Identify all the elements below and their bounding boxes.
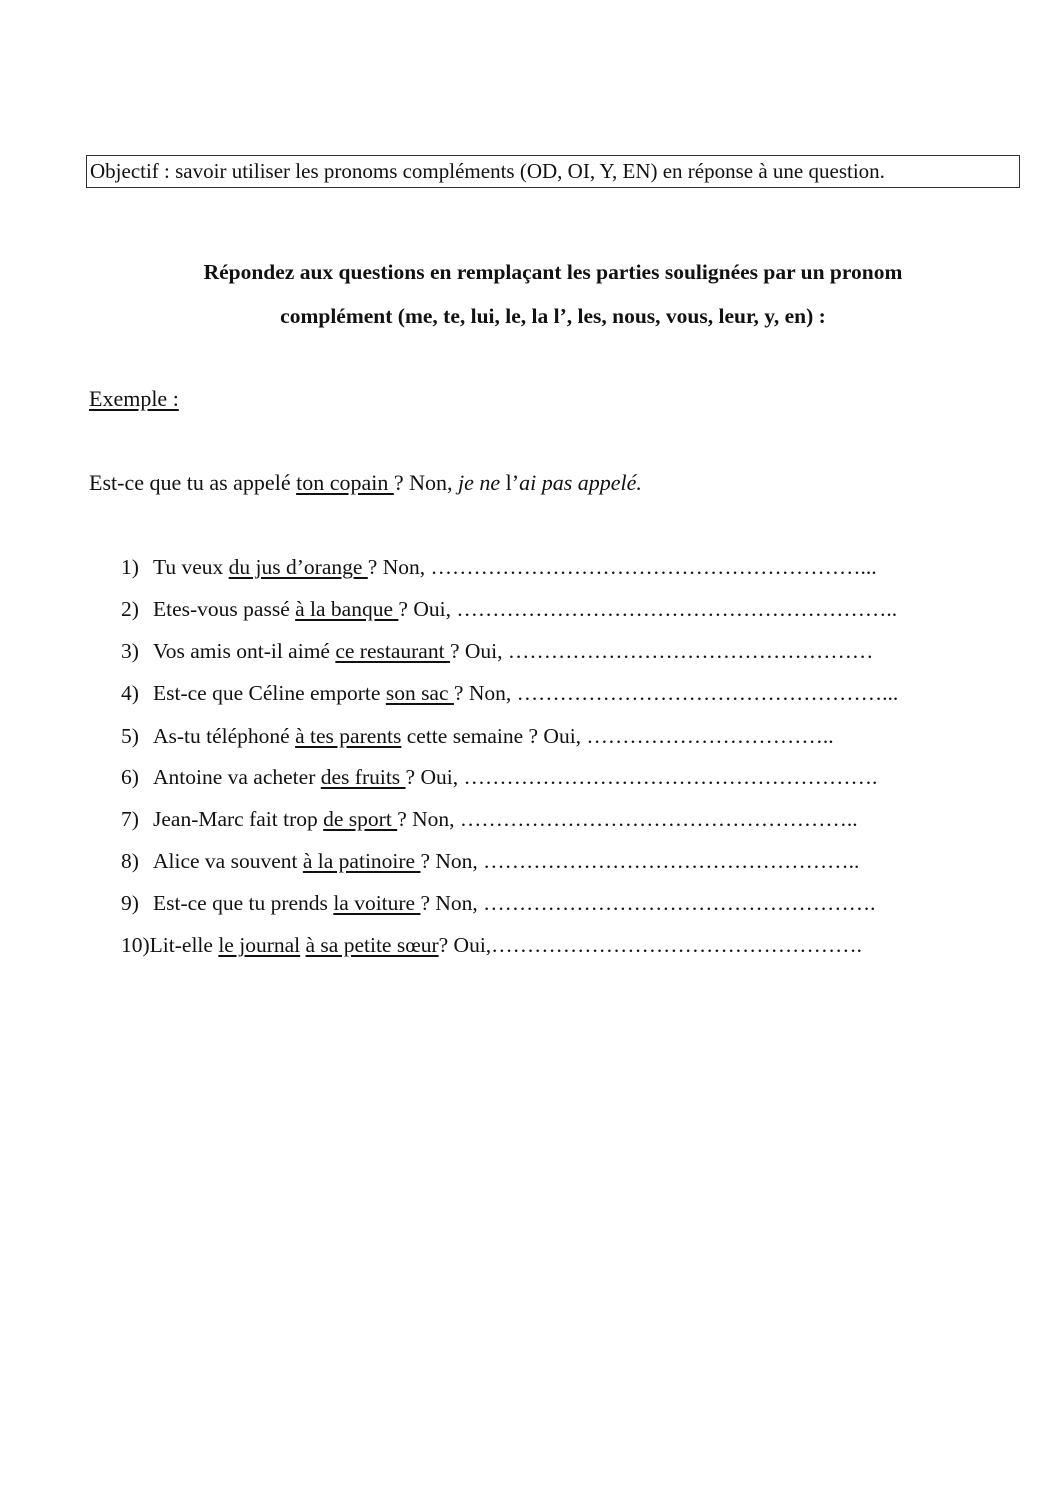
question-underlined: à tes parents — [295, 724, 402, 748]
question-underlined: son sac — [385, 681, 454, 705]
question-item — [121, 681, 898, 706]
question-answer-line: ? Oui, …………………………………………………. — [405, 765, 878, 789]
objective-text: Objectif : savoir utiliser les pronoms compléments (OD, OI, Y, EN) en réponse à une question. — [90, 159, 885, 183]
question-text: As-tu téléphoné — [153, 724, 296, 748]
question-item — [121, 891, 876, 916]
question-item — [121, 933, 862, 958]
question-item — [121, 807, 858, 832]
question-text: Est-ce que tu prends — [153, 891, 334, 915]
question-answer-line: ? Oui,……………………………………………. — [438, 933, 863, 957]
question-underlined: du jus d’orange — [228, 555, 368, 579]
question-underlined: le journal — [218, 933, 301, 957]
question-underlined: à la banque — [295, 597, 399, 621]
example-text: Est-ce que tu as appelé — [89, 470, 297, 495]
question-text: Vos amis ont-il aimé — [153, 639, 336, 663]
question-item — [121, 724, 834, 749]
question-number: 3) — [121, 639, 139, 663]
question-item — [121, 639, 873, 664]
example-italic-2: ai pas appelé. — [519, 470, 642, 495]
question-underlined: à la patinoire — [302, 849, 421, 873]
instruction-line-1: Répondez aux questions en remplaçant les parties soulignées par un pronom — [203, 260, 903, 284]
objective-box — [86, 155, 1020, 188]
question-answer-line: ? Non, ……………………………………………... — [453, 681, 899, 705]
question-number: 8) — [121, 849, 139, 873]
question-text: Tu veux — [153, 555, 229, 579]
question-number: 4) — [121, 681, 139, 705]
question-item — [121, 849, 859, 874]
example-heading: Exemple : — [89, 386, 179, 411]
example-pronoun: l’ — [505, 470, 520, 495]
example-underlined: ton copain — [296, 470, 394, 495]
question-answer-line: ? Non, ……………………………………………………... — [367, 555, 877, 579]
question-underlined: de sport — [323, 807, 398, 831]
example-middle: ? Non, — [393, 470, 458, 495]
instruction-line-2: complément (me, te, lui, le, la l’, les, nous, vous, leur, y, en) : — [280, 304, 826, 328]
question-number: 10) — [121, 933, 150, 957]
question-number: 9) — [121, 891, 139, 915]
question-text: Est-ce que Céline emporte — [153, 681, 386, 705]
question-number: 5) — [121, 724, 139, 748]
question-number: 1) — [121, 555, 139, 579]
question-text: Jean-Marc fait trop — [153, 807, 324, 831]
question-number: 6) — [121, 765, 139, 789]
question-underlined: la voiture — [333, 891, 421, 915]
question-answer-line: ? Non, ………………………………………………. — [420, 891, 876, 915]
example-italic-1: je ne — [458, 470, 506, 495]
question-underlined: des fruits — [320, 765, 406, 789]
example-sentence — [89, 470, 642, 496]
question-item — [121, 765, 877, 790]
question-answer-line: ? Oui, …………………………………………………….. — [398, 597, 898, 621]
question-answer-line: ? Non, …………………………………………….. — [420, 849, 860, 873]
question-item — [121, 597, 897, 622]
question-number: 7) — [121, 807, 139, 831]
question-answer-line: ? Oui, …………………………………………… — [449, 639, 874, 663]
question-text: Lit-elle — [149, 933, 219, 957]
question-text: Alice va souvent — [153, 849, 303, 873]
question-answer-line: cette semaine ? Oui, …………………………….. — [401, 724, 834, 748]
question-answer-line: ? Non, ……………………………………………….. — [397, 807, 858, 831]
question-underlined: à sa petite sœur — [305, 933, 439, 957]
question-underlined: ce restaurant — [335, 639, 450, 663]
question-item — [121, 555, 877, 580]
question-number: 2) — [121, 597, 139, 621]
question-text: Antoine va acheter — [153, 765, 321, 789]
question-text: Etes-vous passé — [153, 597, 296, 621]
